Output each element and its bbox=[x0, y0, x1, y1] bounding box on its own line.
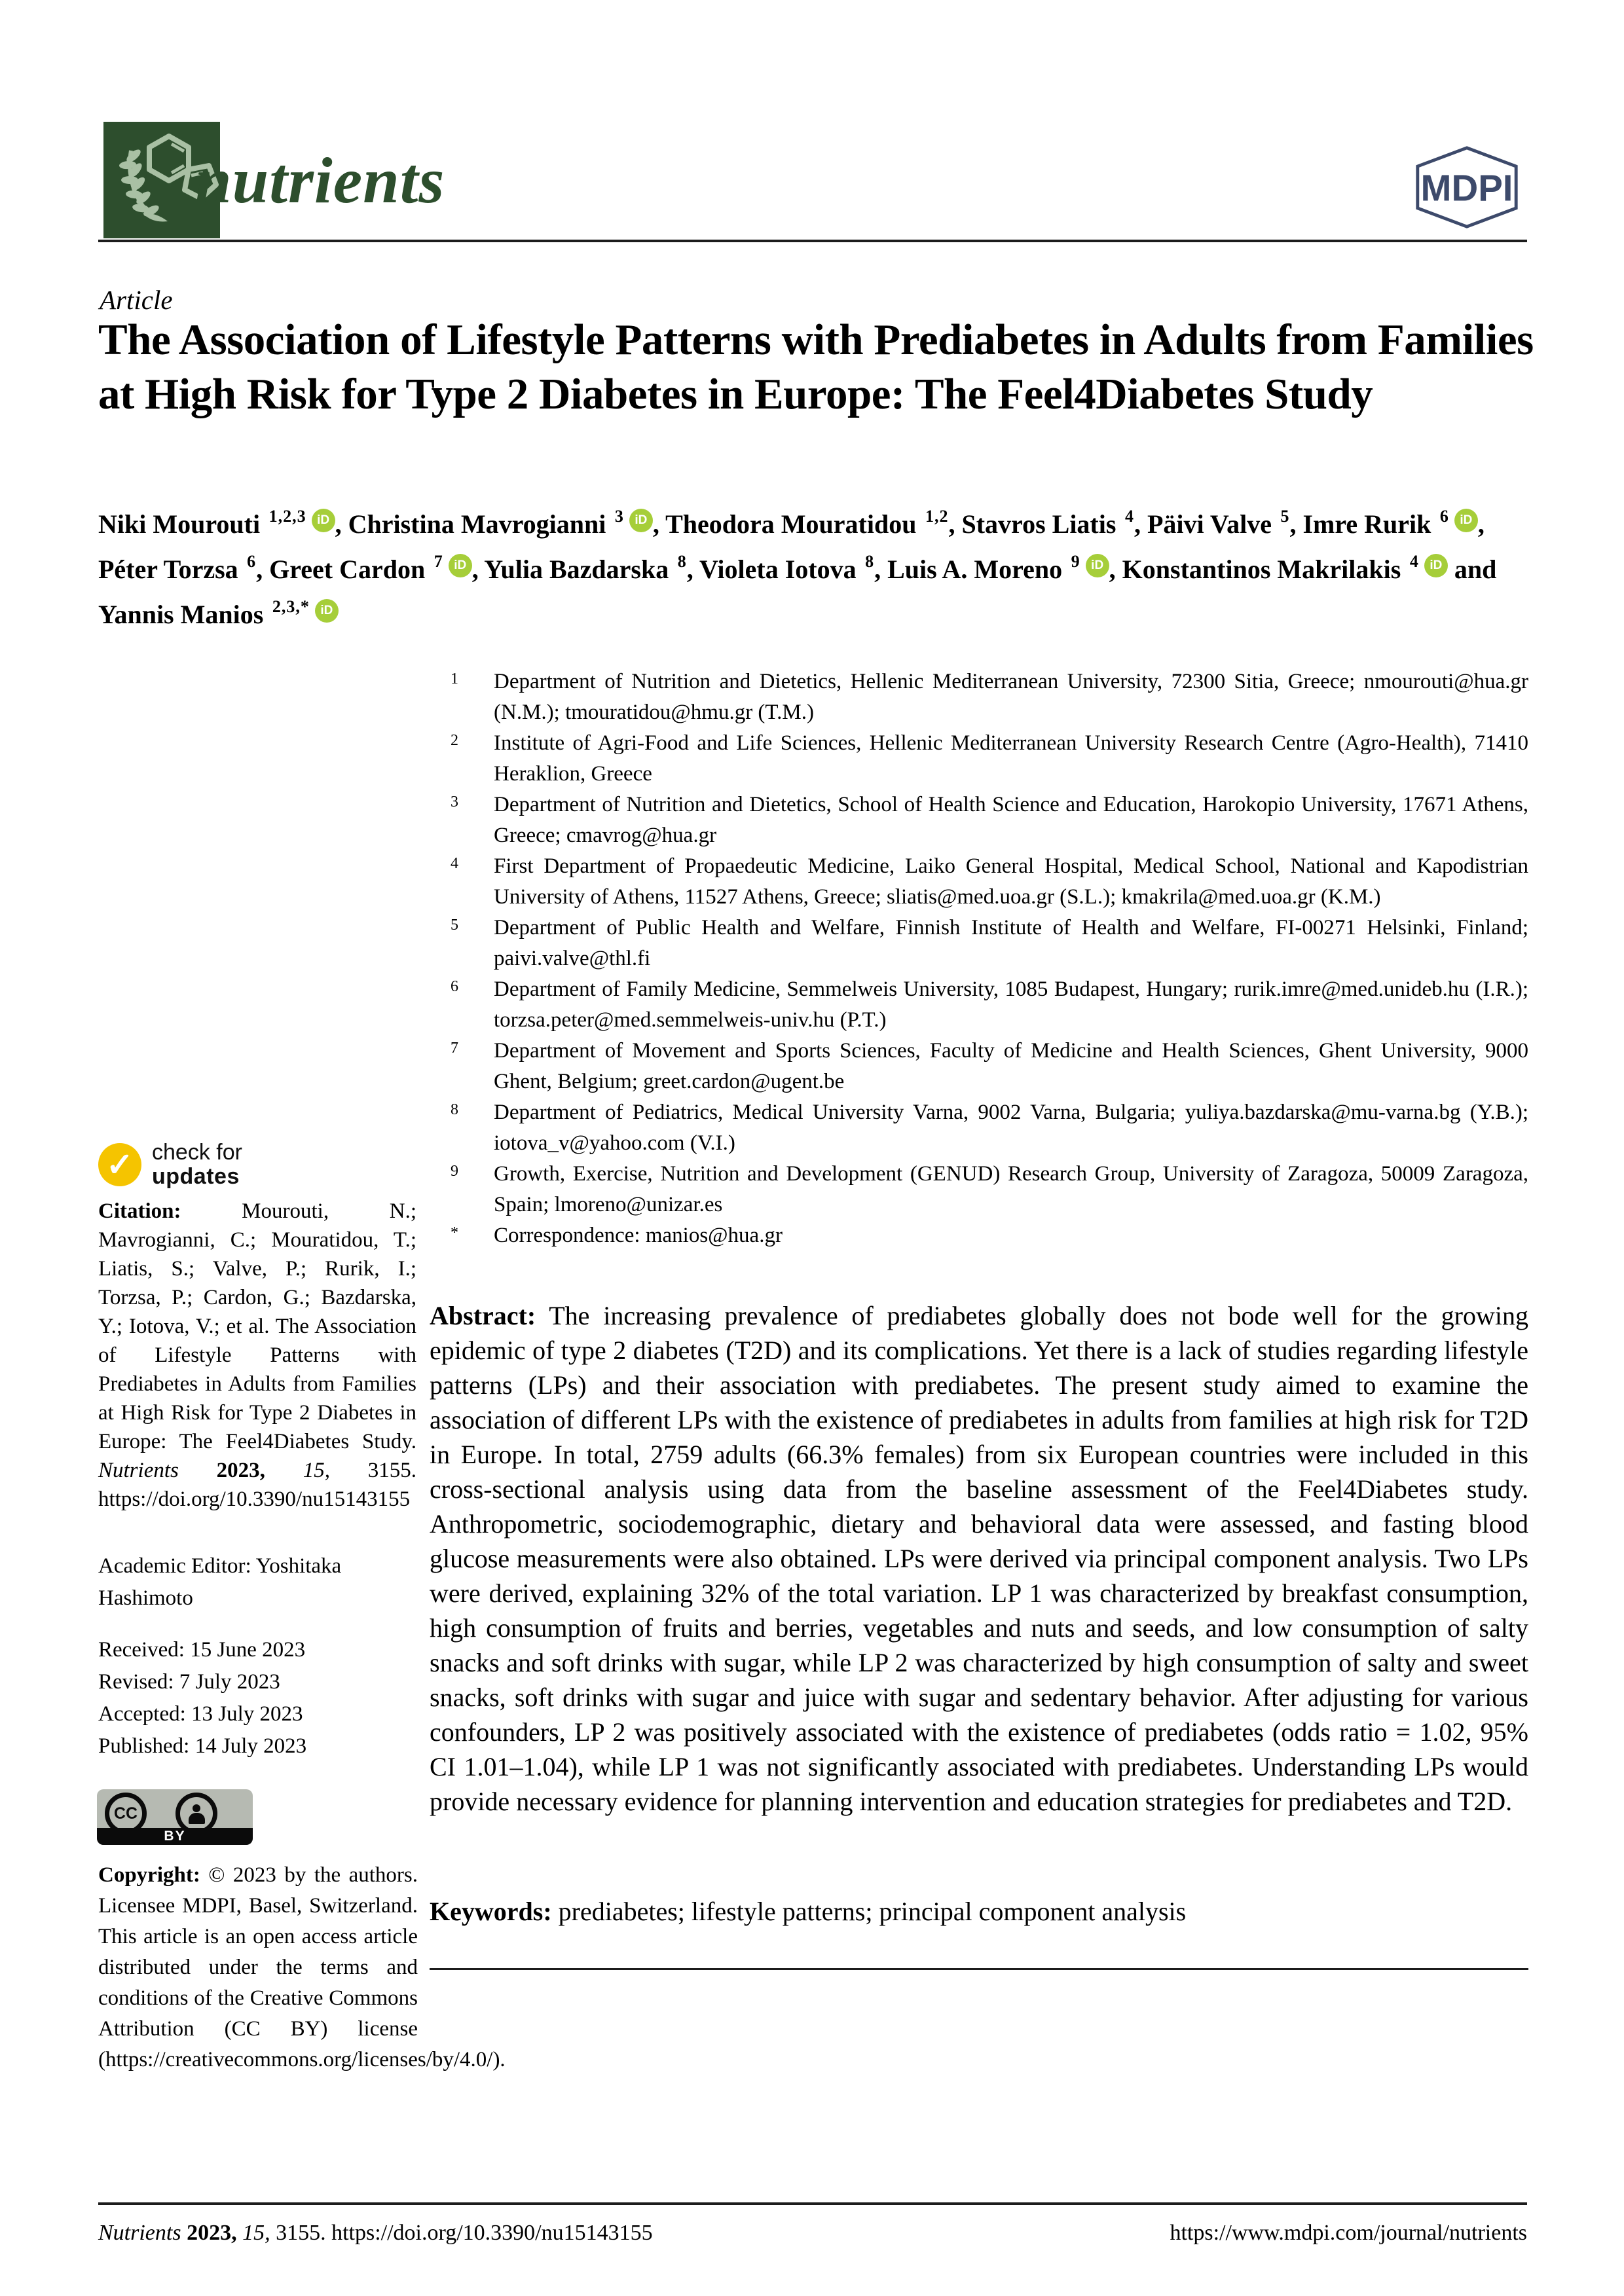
orcid-icon[interactable]: iD bbox=[1086, 554, 1109, 577]
affiliation-number: 1 bbox=[451, 670, 458, 687]
affiliation-item bbox=[445, 1220, 1528, 1251]
affiliation-item bbox=[445, 913, 1528, 974]
author bbox=[961, 509, 1147, 539]
author-name: Konstantinos Makrilakis bbox=[1122, 555, 1401, 584]
author-separator: and bbox=[1447, 555, 1497, 584]
author-name: Niki Mourouti bbox=[98, 509, 261, 539]
author-name: Päivi Valve bbox=[1147, 509, 1272, 539]
affiliation-number: * bbox=[451, 1224, 458, 1241]
footer-rule bbox=[98, 2202, 1527, 2205]
author-superscript: 8 bbox=[860, 552, 875, 571]
author-name: Imre Rurik bbox=[1302, 509, 1431, 539]
affiliation-item bbox=[445, 790, 1528, 851]
author-name: Péter Torzsa bbox=[98, 555, 238, 584]
footer-doi-link[interactable]: 3155. https://doi.org/10.3390/nu15143155 bbox=[276, 2221, 653, 2245]
orcid-icon[interactable]: iD bbox=[312, 509, 335, 532]
affiliation-text: Department of Nutrition and Dietetics, Hellenic Mediterranean University, 72300 Sitia, Greece; nmourouti@hua.gr (N.M.); tmouratidou@hmu.gr (T.M.) bbox=[494, 670, 1528, 724]
affiliation-number: 5 bbox=[451, 917, 458, 934]
history-date-line bbox=[98, 1666, 416, 1698]
author bbox=[1122, 552, 1497, 584]
page-footer bbox=[98, 2221, 1527, 2246]
affiliation-number: 9 bbox=[451, 1163, 458, 1180]
author bbox=[1302, 509, 1484, 539]
history-date-line bbox=[98, 1698, 416, 1730]
journal-name: nutrients bbox=[195, 143, 445, 217]
author-superscript: 8 bbox=[673, 552, 687, 571]
keywords-rule bbox=[430, 1968, 1528, 1970]
orcid-icon[interactable]: iD bbox=[315, 599, 339, 623]
author-separator: , bbox=[652, 509, 666, 539]
history-dates bbox=[98, 1634, 416, 1762]
affiliation-item bbox=[445, 728, 1528, 790]
affiliation-text: First Department of Propaedeutic Medicine, Laiko General Hospital, Medical School, National and Kapodistrian University of Athens, 11527 Athens, Greece; sliatis@med.uoa.gr (S.L.); kmakrila@med.uoa.gr (K.M.) bbox=[494, 854, 1528, 909]
affiliation-item bbox=[445, 851, 1528, 913]
author-superscript: 6 bbox=[1435, 507, 1449, 526]
author-name: Greet Cardon bbox=[269, 555, 426, 584]
author bbox=[699, 552, 888, 584]
abstract-text: The increasing prevalence of prediabetes globally does not bode well for the growing epidemic of type 2 diabetes (T2D) and its complications. Yet there is a lack of studies regarding lifestyle patterns (LPs) and their association with prediabetes. The present study aimed to examine the association of different LPs with the existence of prediabetes in adults from families at high risk for T2D in Europe. In total, 2759 adults (66.3% females) from six European countries were included in this cross-sectional analysis using data from the baseline assessment of the Feel4Diabetes study. Anthropometric, sociodemographic, dietary and behavioral data were assessed, and fasting blood glucose measurements were also obtained. LPs were derived via principal component analysis. Two LPs were derived, explaining 32% of the total variation. LP 1 was characterized by breakfast consumption, high consumption of fruits and berries, vegetables and nuts and seeds, and low consumption of salty snacks and soft drinks with sugar, while LP 2 was characterized by high consumption of salty and sweet snacks, soft drinks with sugar and juice with sugar and sedentary behavior. After adjusting for various confounders, LP 2 was positively associated with the existence of prediabetes (odds ratio = 1.02, 95% CI 1.01–1.04), while LP 1 was not significantly associated with prediabetes. Understanding LPs would provide necessary evidence for planning intervention and education strategies for prediabetes and T2D. bbox=[430, 1301, 1528, 1816]
history-date-value: 15 June 2023 bbox=[190, 1638, 306, 1662]
author bbox=[484, 552, 699, 584]
affiliation-number: 2 bbox=[451, 732, 458, 749]
affiliation-number: 7 bbox=[451, 1040, 458, 1057]
author-name: Theodora Mouratidou bbox=[665, 509, 917, 539]
history-date-line bbox=[98, 1730, 416, 1762]
author bbox=[98, 552, 270, 584]
keywords-text: prediabetes; lifestyle patterns; principal component analysis bbox=[558, 1897, 1187, 1926]
citation-doi-link[interactable]: https://doi.org/10.3390/nu15143155 bbox=[98, 1487, 411, 1511]
footer-citation bbox=[98, 2221, 653, 2246]
footer-volume: 15, bbox=[242, 2221, 270, 2245]
author bbox=[1147, 509, 1303, 539]
copyright-label: Copyright: bbox=[98, 1863, 200, 1887]
author-separator: , bbox=[948, 509, 962, 539]
academic-editor-name: Yoshitaka Hashimoto bbox=[98, 1554, 342, 1610]
abstract-label: Abstract: bbox=[430, 1301, 536, 1330]
footer-year: 2023, bbox=[187, 2221, 237, 2245]
affiliation-text: Department of Public Health and Welfare, Finnish Institute of Health and Welfare, FI-00271 Helsinki, Finland; paivi.valve@thl.fi bbox=[494, 916, 1528, 970]
author-separator: , bbox=[874, 555, 888, 584]
mdpi-logo bbox=[1405, 144, 1528, 230]
author-superscript: 4 bbox=[1405, 552, 1419, 571]
author-separator: , bbox=[256, 555, 270, 584]
author-separator: , bbox=[1289, 509, 1303, 539]
citation-year: 2023, bbox=[216, 1459, 265, 1482]
citation bbox=[98, 1197, 416, 1514]
history-date-line bbox=[98, 1634, 416, 1666]
affiliation-number: 6 bbox=[451, 978, 458, 995]
affiliation-text: Institute of Agri-Food and Life Sciences, Hellenic Mediterranean University Research Centre (Agro-Health), 71410 Heraklion, Greece bbox=[494, 731, 1528, 786]
svg-text:MDPI: MDPI bbox=[1420, 167, 1513, 209]
author bbox=[98, 509, 348, 539]
check-for-updates-label bbox=[152, 1140, 242, 1189]
citation-label: Citation: bbox=[98, 1199, 181, 1223]
history-date-label: Received: bbox=[98, 1638, 191, 1662]
check-icon: ✓ bbox=[98, 1143, 141, 1186]
author-superscript: 7 bbox=[429, 552, 443, 571]
author bbox=[98, 597, 339, 629]
history-date-label: Accepted: bbox=[98, 1702, 192, 1726]
citation-journal: Nutrients bbox=[98, 1459, 179, 1482]
abstract bbox=[430, 1298, 1528, 1819]
copyright-text: © 2023 by the authors. Licensee MDPI, Basel, Switzerland. This article is an open access article distributed under the terms and conditions of the Creative Commons Attribution (CC BY) license (https://creativecommons.org/licenses/by/4.0/). bbox=[98, 1863, 506, 2071]
affiliation-text: Department of Movement and Sports Sciences, Faculty of Medicine and Health Sciences, Ghent University, 9000 Ghent, Belgium; greet.cardon@ugent.be bbox=[494, 1039, 1528, 1093]
academic-editor bbox=[98, 1550, 416, 1614]
check-line2: updates bbox=[152, 1164, 240, 1189]
check-for-updates-badge[interactable] bbox=[98, 1140, 242, 1189]
cc-icon: CC bbox=[105, 1793, 147, 1834]
author-superscript: 1,2,3 bbox=[264, 507, 306, 526]
affiliation-text: Department of Nutrition and Dietetics, School of Health Science and Education, Harokopio University, 17671 Athens, Greece; cmavrog@hua.gr bbox=[494, 793, 1528, 847]
footer-journal-url[interactable]: https://www.mdpi.com/journal/nutrients bbox=[1170, 2221, 1527, 2245]
page-title: The Association of Lifestyle Patterns with Prediabetes in Adults from Families at High Risk for Type 2 Diabetes in Europe: The Feel4Diabetes Study bbox=[98, 316, 1534, 418]
history-date-value: 7 July 2023 bbox=[179, 1670, 280, 1694]
author-name: Yulia Bazdarska bbox=[484, 555, 669, 584]
author-separator: , bbox=[1477, 509, 1485, 539]
cc-by-license-badge[interactable] bbox=[97, 1789, 253, 1845]
history-date-value: 13 July 2023 bbox=[191, 1702, 303, 1726]
citation-text: Mourouti, N.; Mavrogianni, C.; Mouratidou, T.; Liatis, S.; Valve, P.; Rurik, I.; Torzsa, P.; Cardon, G.; Bazdarska, Y.; Iotova, V.; et al. The Association of Lifestyle Patterns with Prediabetes in Adults from Families at High Risk for Type 2 Diabetes in Europe: The Feel4Diabetes Study. bbox=[98, 1199, 417, 1453]
author bbox=[348, 509, 666, 539]
check-line1: check for bbox=[152, 1140, 242, 1165]
cc-by-label: BY bbox=[97, 1828, 253, 1845]
author-superscript: 9 bbox=[1066, 552, 1080, 571]
keywords-label: Keywords: bbox=[430, 1897, 552, 1926]
orcid-icon[interactable]: iD bbox=[1454, 509, 1478, 532]
author-superscript: 2,3,* bbox=[267, 597, 310, 616]
affiliation-text: Correspondence: manios@hua.gr bbox=[494, 1224, 783, 1247]
citation-volume: 15, bbox=[303, 1459, 330, 1482]
author-separator: , bbox=[1134, 509, 1147, 539]
affiliation-text: Department of Family Medicine, Semmelweis University, 1085 Budapest, Hungary; rurik.imre@med.unideb.hu (I.R.); torzsa.peter@med.semmelweis-univ.hu (P.T.) bbox=[494, 977, 1528, 1032]
author-superscript: 4 bbox=[1120, 507, 1134, 526]
history-date-value: 14 July 2023 bbox=[194, 1734, 307, 1758]
orcid-icon[interactable]: iD bbox=[629, 509, 653, 532]
author-name: Violeta Iotova bbox=[699, 555, 857, 584]
keywords bbox=[430, 1894, 1528, 1929]
affiliation-text: Department of Pediatrics, Medical University Varna, 9002 Varna, Bulgaria; yuliya.bazdarska@mu-varna.bg (Y.B.); iotova_v@yahoo.com (V.I.) bbox=[494, 1101, 1528, 1155]
author-separator: , bbox=[686, 555, 699, 584]
affiliation-number: 4 bbox=[451, 855, 458, 872]
affiliation-text: Growth, Exercise, Nutrition and Development (GENUD) Research Group, University of Zaragoza, 50009 Zaragoza, Spain; lmoreno@unizar.es bbox=[494, 1162, 1528, 1216]
author-name: Luis A. Moreno bbox=[887, 555, 1063, 584]
history-date-label: Published: bbox=[98, 1734, 195, 1758]
footer-journal: Nutrients bbox=[98, 2221, 181, 2245]
affiliation-item bbox=[445, 974, 1528, 1036]
affiliation-item bbox=[445, 1097, 1528, 1159]
author-superscript: 5 bbox=[1275, 507, 1290, 526]
author bbox=[887, 552, 1122, 584]
orcid-icon[interactable]: iD bbox=[449, 554, 472, 577]
article-type-label: Article bbox=[100, 285, 173, 315]
affiliations-list bbox=[445, 666, 1528, 1251]
author-name: Yannis Manios bbox=[98, 600, 264, 629]
history-date-label: Revised: bbox=[98, 1670, 179, 1694]
header-rule bbox=[98, 240, 1527, 242]
affiliation-item bbox=[445, 666, 1528, 728]
affiliation-number: 3 bbox=[451, 793, 458, 811]
author-name: Stavros Liatis bbox=[961, 509, 1116, 539]
author-name: Christina Mavrogianni bbox=[348, 509, 606, 539]
academic-editor-label: Academic Editor: bbox=[98, 1554, 251, 1578]
orcid-icon[interactable]: iD bbox=[1424, 554, 1448, 577]
author-superscript: 6 bbox=[242, 552, 257, 571]
citation-article-no: 3155. bbox=[367, 1459, 416, 1482]
author bbox=[665, 509, 961, 539]
author-separator: , bbox=[1109, 555, 1122, 584]
affiliation-item bbox=[445, 1159, 1528, 1220]
affiliation-item bbox=[445, 1036, 1528, 1097]
author-superscript: 1,2 bbox=[920, 507, 949, 526]
author-superscript: 3 bbox=[610, 507, 624, 526]
author-separator: , bbox=[335, 509, 348, 539]
author bbox=[269, 552, 485, 584]
affiliation-number: 8 bbox=[451, 1101, 458, 1118]
author-separator: , bbox=[471, 555, 485, 584]
authors-line bbox=[98, 498, 1513, 633]
